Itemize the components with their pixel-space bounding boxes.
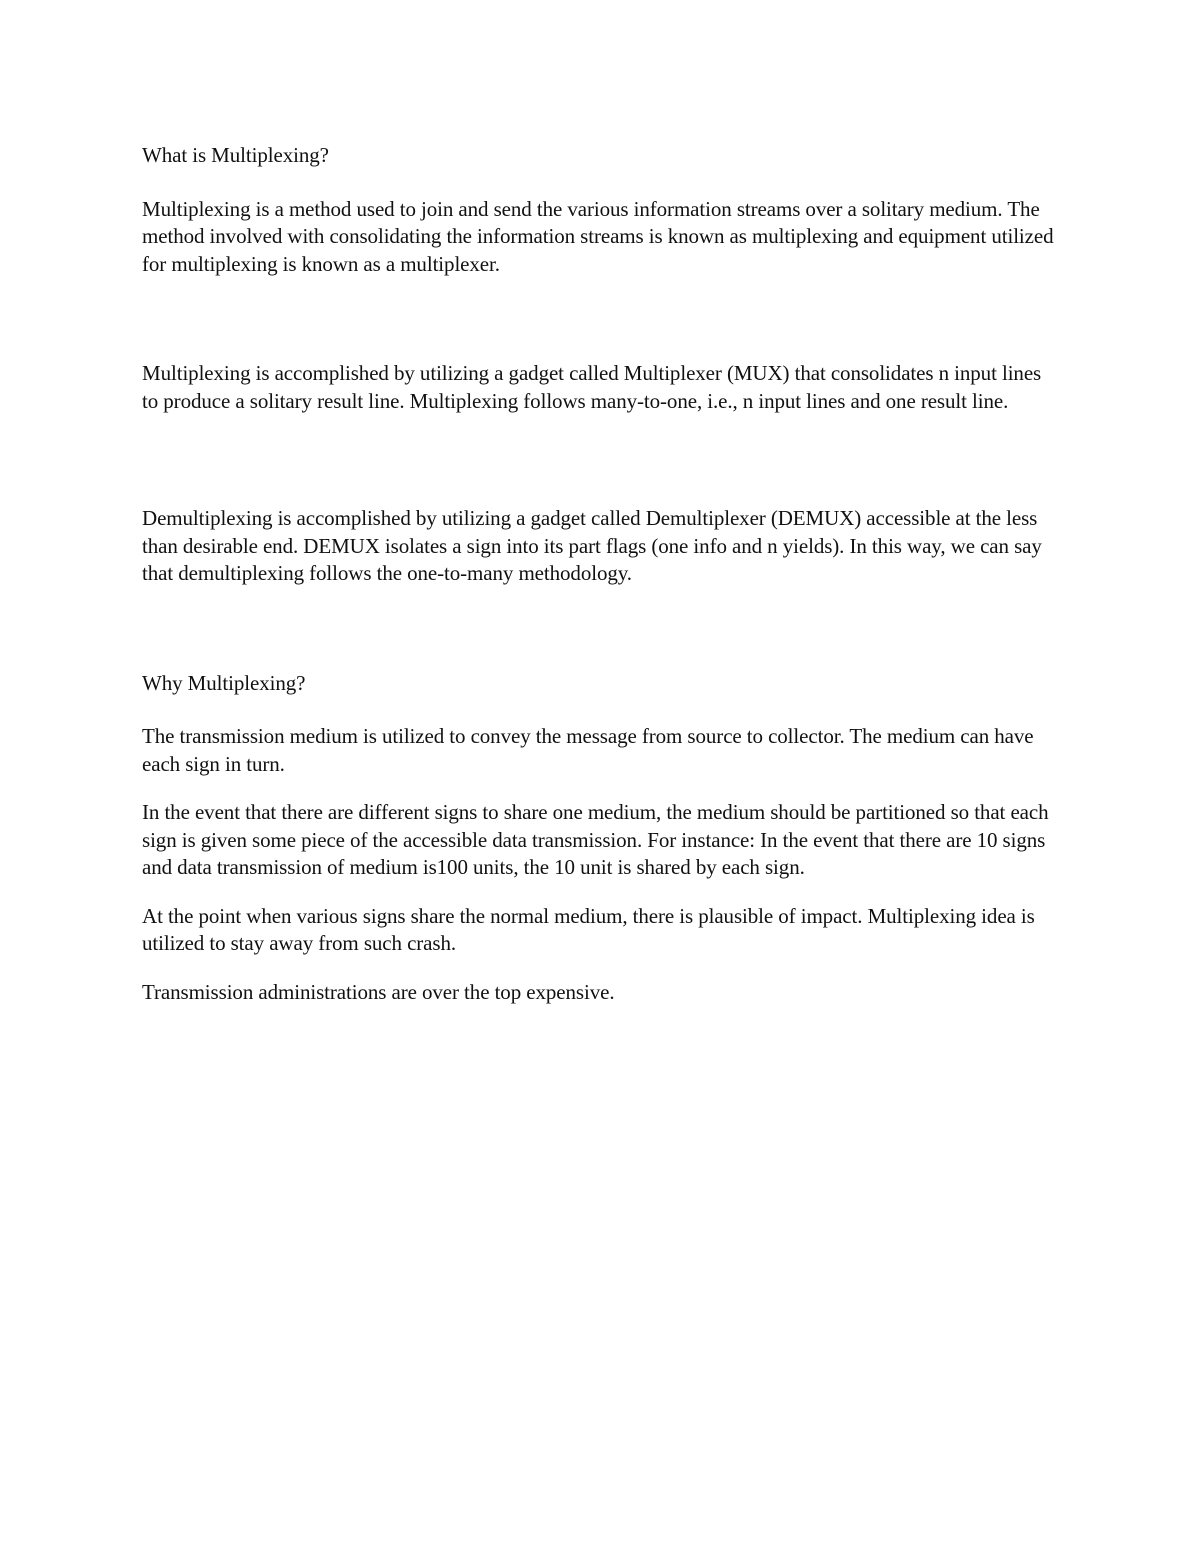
spacer	[142, 882, 1062, 903]
heading-why-multiplexing: Why Multiplexing?	[142, 670, 306, 695]
paragraph-why-partition: In the event that there are different signs to share one medium, the medium should be partitioned so that each sign is given some piece of the accessible data transmission. For instance: In the event that there are 10 signs and data transmission of medium is100 units, the 10 unit is shared by each sign.	[142, 800, 1049, 879]
spacer	[142, 415, 1062, 505]
paragraph-demux: Demultiplexing is accomplished by utilizing a gadget called Demultiplexer (DEMUX) accessible at the less than desirable end. DEMUX isolates a sign into its part flags (one info and n yields). In this way, we can say that demultiplexing follows the one-to-many methodology.	[142, 506, 1042, 585]
paragraph-why-medium: The transmission medium is utilized to convey the message from source to collector. The medium can have each sign in turn.	[142, 724, 1034, 776]
paragraph-mux: Multiplexing is accomplished by utilizing a gadget called Multiplexer (MUX) that consolidates n input lines to produce a solitary result line. Multiplexing follows many-to-one, i.e., n input lines and one result line.	[142, 361, 1042, 413]
spacer	[142, 778, 1062, 799]
spacer	[142, 958, 1062, 979]
paragraph-why-collision: At the point when various signs share the normal medium, there is plausible of impact. Multiplexing idea is utilized to stay away from such crash.	[142, 903, 1035, 955]
heading-what-is-multiplexing: What is Multiplexing?	[142, 143, 329, 167]
paragraph-why-cost: Transmission administrations are over the top expensive.	[142, 979, 615, 1004]
spacer	[142, 588, 1062, 670]
paragraph-definition: Multiplexing is a method used to join and send the various information streams over a solitary medium. The method involved with consolidating the information streams is known as multiplexing and equipment utilized for multiplexing is known as a multiplexer.	[142, 196, 1054, 276]
spacer	[142, 278, 1062, 360]
document-body	[142, 142, 1062, 1006]
